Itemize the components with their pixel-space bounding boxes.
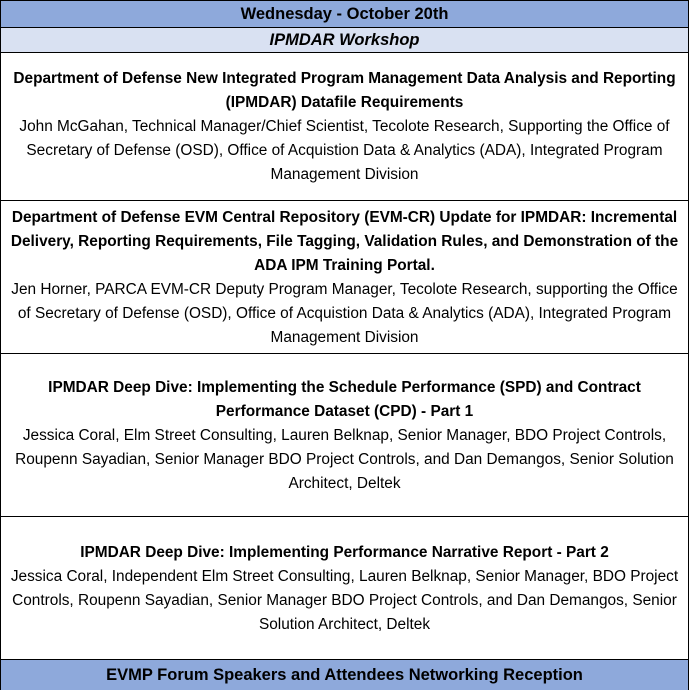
session-title: IPMDAR Deep Dive: Implementing Performance Narrative Report - Part 2 bbox=[80, 544, 609, 561]
session-speakers: Jessica Coral, Independent Elm Street Consulting, Lauren Belknap, Senior Manager, BDO Project Controls, Roupenn Sayadian, Senior Manager BDO Project Controls, and Dan Demangos, Senior Solution Architect, Deltek bbox=[10, 568, 679, 633]
session-block bbox=[1, 201, 688, 354]
session-block bbox=[1, 354, 688, 517]
session-block bbox=[1, 53, 688, 201]
reception-header: EVMP Forum Speakers and Attendees Networking Reception bbox=[1, 660, 688, 690]
session-title: Department of Defense New Integrated Program Management Data Analysis and Reporting (IPMDAR) Datafile Requirements bbox=[13, 70, 676, 111]
session-speakers: Jessica Coral, Elm Street Consulting, Lauren Belknap, Senior Manager, BDO Project Controls, Roupenn Sayadian, Senior Manager BDO Project Controls, and Dan Demangos, Senior Solution Architect, Deltek bbox=[15, 427, 674, 492]
workshop-header: IPMDAR Workshop bbox=[1, 28, 688, 53]
session-speakers: John McGahan, Technical Manager/Chief Scientist, Tecolote Research, Supporting the Office of Secretary of Defense (OSD), Office of Acquistion Data & Analytics (ADA), Integrated Program Management Division bbox=[19, 118, 670, 183]
session-block bbox=[1, 517, 688, 660]
session-speakers: Jen Horner, PARCA EVM-CR Deputy Program Manager, Tecolote Research, supporting the Office of Secretary of Defense (OSD), Office of Acquistion Data & Analytics (ADA), Integrated Program Management Division bbox=[11, 281, 678, 346]
day-header: Wednesday - October 20th bbox=[1, 0, 688, 28]
session-title: Department of Defense EVM Central Repository (EVM-CR) Update for IPMDAR: Incremental Delivery, Reporting Requirements, File Tagging, Validation Rules, and Demonstration of the ADA IPM Training Portal. bbox=[10, 209, 679, 274]
session-title: IPMDAR Deep Dive: Implementing the Schedule Performance (SPD) and Contract Performance Dataset (CPD) - Part 1 bbox=[48, 379, 641, 420]
